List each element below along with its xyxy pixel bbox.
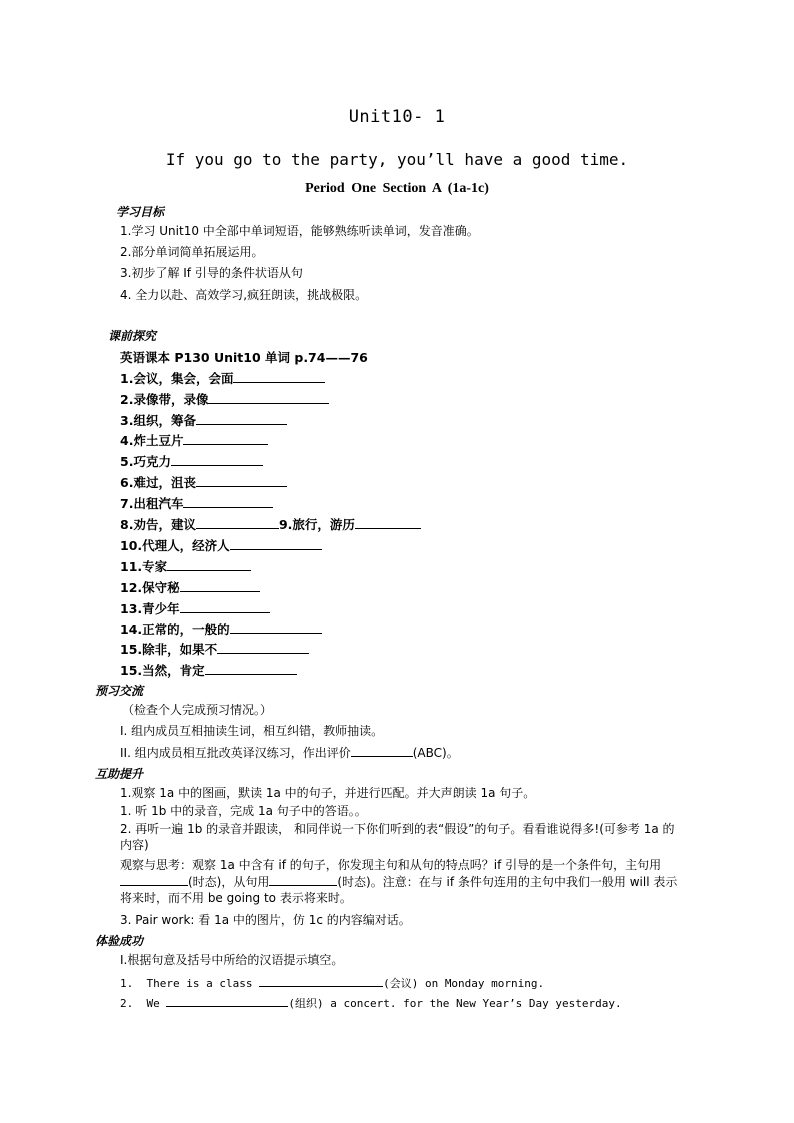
exchange-item-2-text: II. 组内成员相互批改英译汉练习，作出评价 xyxy=(120,746,351,760)
vocab-item xyxy=(120,620,322,638)
observe-text: (时态)，从句用 xyxy=(188,875,270,889)
rating-blank[interactable] xyxy=(351,744,413,757)
sentence-text: 1. There is a class xyxy=(120,977,260,990)
vocab-item xyxy=(120,494,273,512)
improve-step: 2. 再听一遍 1b 的录音并跟读， 和同伴说一下你们听到的表“假设”的句子。看看谁说得多!(可参考 1a 的内容) xyxy=(120,822,675,852)
vocab-blank[interactable] xyxy=(167,558,251,571)
vocab-label: 11.专家 xyxy=(120,559,168,574)
vocab-blank[interactable] xyxy=(196,412,287,425)
exchange-item-1: I. 组内成员互相抽读生词，相互纠错，教师抽读。 xyxy=(120,724,384,738)
exchange-item-2 xyxy=(120,744,459,761)
answer-blank[interactable] xyxy=(259,974,383,987)
goal-item: 1.学习 Unit10 中全部中单词短语，能够熟练听读单词，发音准确。 xyxy=(120,224,479,238)
vocab-blank[interactable] xyxy=(180,579,260,592)
vocab-label: 3.组织，筹备 xyxy=(120,413,196,428)
exercise-sentence-1 xyxy=(120,974,544,991)
vocab-item xyxy=(120,473,287,491)
vocab-label: 15.除非，如果不 xyxy=(120,642,218,657)
period-label: Period One Section A (1a-1c) xyxy=(305,181,489,196)
vocab-blank[interactable] xyxy=(233,370,325,383)
vocab-label: 15.当然，肯定 xyxy=(120,663,205,678)
vocab-item xyxy=(120,515,421,533)
vocab-label: 10.代理人，经济人 xyxy=(120,538,230,553)
answer-blank[interactable] xyxy=(166,994,288,1007)
observe-text: 观察与思考：观察 1a 中含有 if 的句子，你发现主句和从句的特点吗？if 引导的是一个条件句，主句用 xyxy=(120,858,662,872)
vocab-item xyxy=(120,431,268,449)
vocab-label: 6.难过，沮丧 xyxy=(120,475,196,490)
vocab-label: 8.劝告，建议 xyxy=(120,517,196,532)
vocab-item xyxy=(120,369,325,387)
vocab-item xyxy=(120,536,322,554)
vocab-label: 12.保守秘 xyxy=(120,580,180,595)
goals-heading: 学习目标 xyxy=(116,205,165,219)
vocab-blank[interactable] xyxy=(183,432,268,445)
vocab-label: 2.录像带，录像 xyxy=(120,392,209,407)
vocab-item xyxy=(120,411,287,429)
success-heading: 体验成功 xyxy=(95,934,144,948)
vocab-label: 13.青少年 xyxy=(120,601,180,616)
exercise-sentence-2 xyxy=(120,994,622,1011)
sentence-text: (会议) on Monday morning. xyxy=(383,977,545,990)
vocab-blank[interactable] xyxy=(355,516,421,529)
vocab-blank[interactable] xyxy=(208,391,329,404)
preview-heading: 课前探究 xyxy=(108,329,157,343)
success-intro: I.根据句意及括号中所给的汉语提示填空。 xyxy=(120,953,344,967)
improve-step: 1.观察 1a 中的图画，默读 1a 中的句子，并进行匹配。并大声朗读 1a 句子。 xyxy=(120,786,536,800)
vocab-item xyxy=(120,452,263,470)
vocab-blank[interactable] xyxy=(217,641,309,654)
vocab-item xyxy=(120,557,251,575)
vocab-blank[interactable] xyxy=(180,600,270,613)
improve-step: 3. Pair work: 看 1a 中的图片，仿 1c 的内容编对话。 xyxy=(120,913,411,927)
exchange-item-2-tail: (ABC)。 xyxy=(412,746,459,760)
vocab-item xyxy=(120,599,270,617)
vocab-blank[interactable] xyxy=(196,516,279,529)
improve-heading: 互助提升 xyxy=(95,767,144,781)
page-title: Unit10- 1 xyxy=(348,107,446,127)
improve-step: 1. 听 1b 中的录音，完成 1a 句子中的答语。。 xyxy=(120,804,367,818)
vocab-item xyxy=(120,661,297,679)
vocab-label: 4.炸土豆片 xyxy=(120,433,184,448)
goal-item: 3.初步了解 If 引导的条件状语从句 xyxy=(120,266,303,280)
sentence-text: (组织) a concert. for the New Year’s Day yesterday. xyxy=(288,997,622,1010)
vocab-blank[interactable] xyxy=(230,537,322,550)
main-clause-tense-blank[interactable] xyxy=(120,873,188,886)
exchange-heading: 预习交流 xyxy=(95,684,144,698)
observe-text: (时态)。注意：在与 if 条件句连用的主句中我们一般用 will 表示将来时，而不用 be going to 表示将来时。 xyxy=(120,875,678,905)
vocab-label: 5.巧克力 xyxy=(120,454,171,469)
vocab-item xyxy=(120,640,309,658)
sentence-text: 2. We xyxy=(120,997,167,1010)
observe-think-paragraph xyxy=(120,857,680,906)
exchange-note: （检查个人完成预习情况。） xyxy=(122,703,273,717)
preview-source: 英语课本 P130 Unit10 单词 p.74——76 xyxy=(120,350,368,365)
vocab-blank[interactable] xyxy=(171,453,263,466)
vocab-blank[interactable] xyxy=(196,474,287,487)
vocab-label: 9.旅行，游历 xyxy=(278,517,355,532)
vocab-label: 7.出租汽车 xyxy=(120,496,184,511)
goal-item: 2.部分单词简单拓展运用。 xyxy=(120,245,264,259)
sub-clause-tense-blank[interactable] xyxy=(269,873,337,886)
vocab-blank[interactable] xyxy=(183,495,273,508)
vocab-blank[interactable] xyxy=(205,662,297,675)
vocab-item xyxy=(120,390,329,408)
vocab-item xyxy=(120,578,260,596)
goal-item: 4. 全力以赴、高效学习,疯狂朗读，挑战极限。 xyxy=(120,288,368,302)
vocab-label: 1.会议，集会，会面 xyxy=(120,371,234,386)
vocab-blank[interactable] xyxy=(230,621,322,634)
lesson-subtitle: If you go to the party, you’ll have a good time. xyxy=(165,150,629,169)
vocab-label: 14.正常的，一般的 xyxy=(120,622,230,637)
